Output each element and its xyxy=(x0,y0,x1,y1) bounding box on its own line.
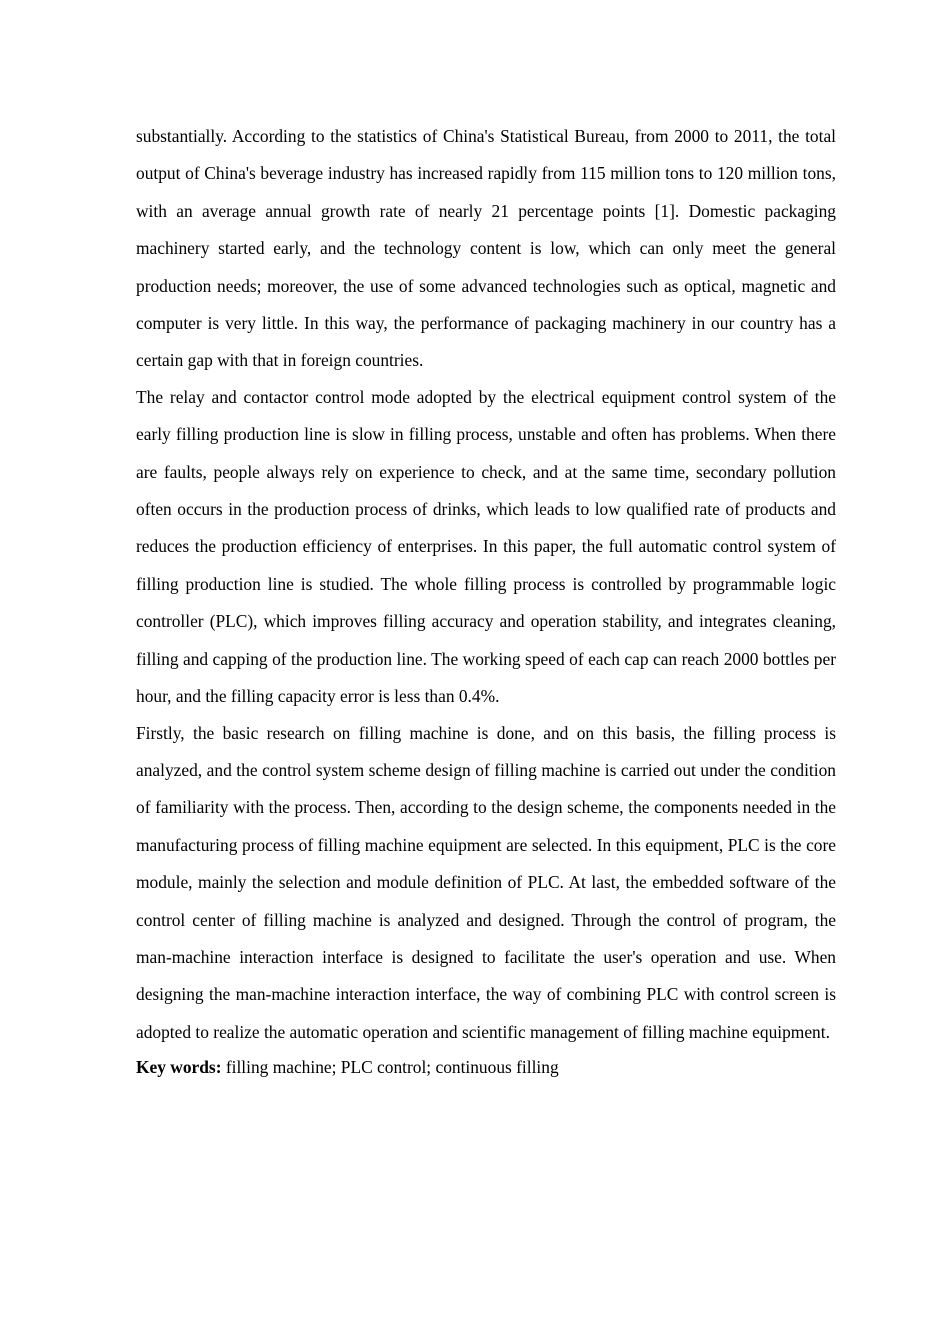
body-paragraph-2: The relay and contactor control mode adopted by the electrical equipment control system of the early filling production line is slow in filling process, unstable and often has problems. When there are faults, people always rely on experience to check, and at the same time, secondary pollution often occurs in the production process of drinks, which leads to low qualified rate of products and reduces the production efficiency of enterprises. In this paper, the full automatic control system of filling production line is studied. The whole filling process is controlled by programmable logic controller (PLC), which improves filling accuracy and operation stability, and integrates cleaning, filling and capping of the production line. The working speed of each cap can reach 2000 bottles per hour, and the filling capacity error is less than 0.4%. xyxy=(136,386,836,707)
keywords-line xyxy=(136,1049,836,1086)
keywords-label: Key words: xyxy=(136,1057,222,1078)
keywords-text: filling machine; PLC control; continuous filling xyxy=(221,1057,559,1078)
body-paragraph-3: Firstly, the basic research on filling machine is done, and on this basis, the filling process is analyzed, and the control system scheme design of filling machine is carried out under the condition of familiarity with the process. Then, according to the design scheme, the components needed in the manufacturing process of filling machine equipment are selected. In this equipment, PLC is the core module, mainly the selection and module definition of PLC. At last, the embedded software of the control center of filling machine is analyzed and designed. Through the control of program, the man-machine interaction interface is designed to facilitate the user's operation and use. When designing the man-machine interaction interface, the way of combining PLC with control screen is adopted to realize the automatic operation and scientific management of filling machine equipment. xyxy=(136,722,836,1042)
document-page xyxy=(136,118,836,1087)
body-paragraph-1: substantially. According to the statistics of China's Statistical Bureau, from 2000 to 2011, the total output of China's beverage industry has increased rapidly from 115 million tons to 120 million tons, with an average annual growth rate of nearly 21 percentage points [1]. Domestic packaging machinery started early, and the technology content is low, which can only meet the general production needs; moreover, the use of some advanced technologies such as optical, magnetic and computer is very little. In this way, the performance of packaging machinery in our country has a certain gap with that in foreign countries. xyxy=(136,126,836,371)
